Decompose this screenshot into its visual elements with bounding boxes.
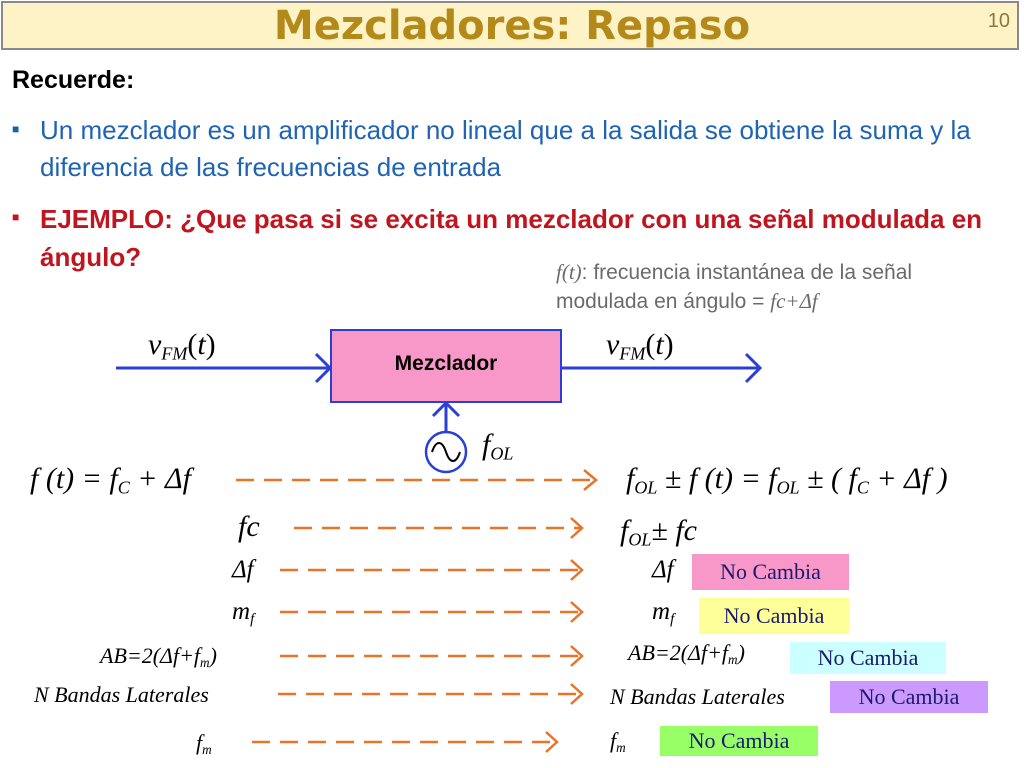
dashed-arrow-ft	[236, 470, 596, 490]
dashed-arrow-fc	[294, 518, 582, 538]
dashed-arrow-nb	[278, 684, 582, 704]
oscillator-icon	[426, 432, 466, 472]
tag-no-cambia-fm: No Cambia	[660, 726, 818, 756]
tag-no-cambia-df: No Cambia	[692, 554, 849, 590]
tag-no-cambia-ab: No Cambia	[790, 642, 946, 674]
row-mf-left: $m_f$	[232, 598, 255, 628]
row-ft-right: $f_{OL} \pm f$ $(t) = f_{OL}$ ± ( $f_C + \Delta f$ )	[626, 462, 948, 498]
dashed-arrow-fm	[252, 732, 557, 752]
bullet-icon: ■	[12, 122, 20, 136]
row-ab-right: $AB=2(\Delta f+f_m)$	[628, 640, 745, 667]
tag-no-cambia-mf: No Cambia	[699, 598, 849, 634]
bullet-ejemplo: EJEMPLO: ¿Que pasa si se excita un mezclador con una señal modulada en ángulo?	[40, 204, 983, 272]
row-ft-left: f $(t) = f_C + \Delta f$	[30, 462, 191, 498]
row-nb-left: N Bandas Laterales	[34, 682, 209, 707]
note-text-2: modulada en ángulo =	[556, 290, 771, 313]
note-formula: fc+Δf	[770, 289, 818, 313]
input-signal-label: $v_{FM}(t)$	[148, 328, 216, 364]
tag-no-cambia-nb: No Cambia	[830, 681, 988, 713]
oscillator-arrow	[433, 403, 459, 432]
row-fm-right: $f_m$	[610, 728, 626, 755]
bullet-mezclador-definition: Un mezclador es un amplificador no lineal que a la salida se obtiene la suma y la diferencia de las frecuencias de entrada	[40, 115, 971, 182]
ol-frequency-label: $f_{OL}$	[482, 428, 514, 464]
row-fm-left: $f_m$	[196, 730, 212, 757]
output-signal-label: $v_{FM}(t)$	[606, 328, 674, 364]
dashed-arrows	[236, 470, 596, 752]
page-number: 10	[987, 10, 1010, 32]
row-fc-left: fc	[238, 510, 260, 543]
row-ab-left: $AB=2(\Delta f+f_m)$	[100, 643, 217, 670]
dashed-arrow-mf	[280, 602, 582, 622]
row-mf-right: $m_f$	[652, 598, 675, 628]
row-fc-right: $f_{OL}\pm$ fc	[620, 514, 697, 550]
recuerde-heading: Recuerde:	[12, 66, 135, 94]
dashed-arrow-ab	[280, 646, 582, 666]
slide-title: Mezcladores: Repaso	[273, 3, 751, 49]
note-ft: f(t)	[556, 260, 582, 284]
row-nb-right: N Bandas Laterales	[610, 684, 785, 709]
mixer-label: Mezclador	[394, 352, 498, 375]
note-text-1: : frecuencia instantánea de la señal	[581, 261, 913, 284]
row-df-left: Δf	[232, 556, 254, 583]
row-df-right: Δf	[652, 556, 674, 583]
bullet-icon: ■	[12, 210, 20, 224]
dashed-arrow-df	[280, 560, 582, 580]
